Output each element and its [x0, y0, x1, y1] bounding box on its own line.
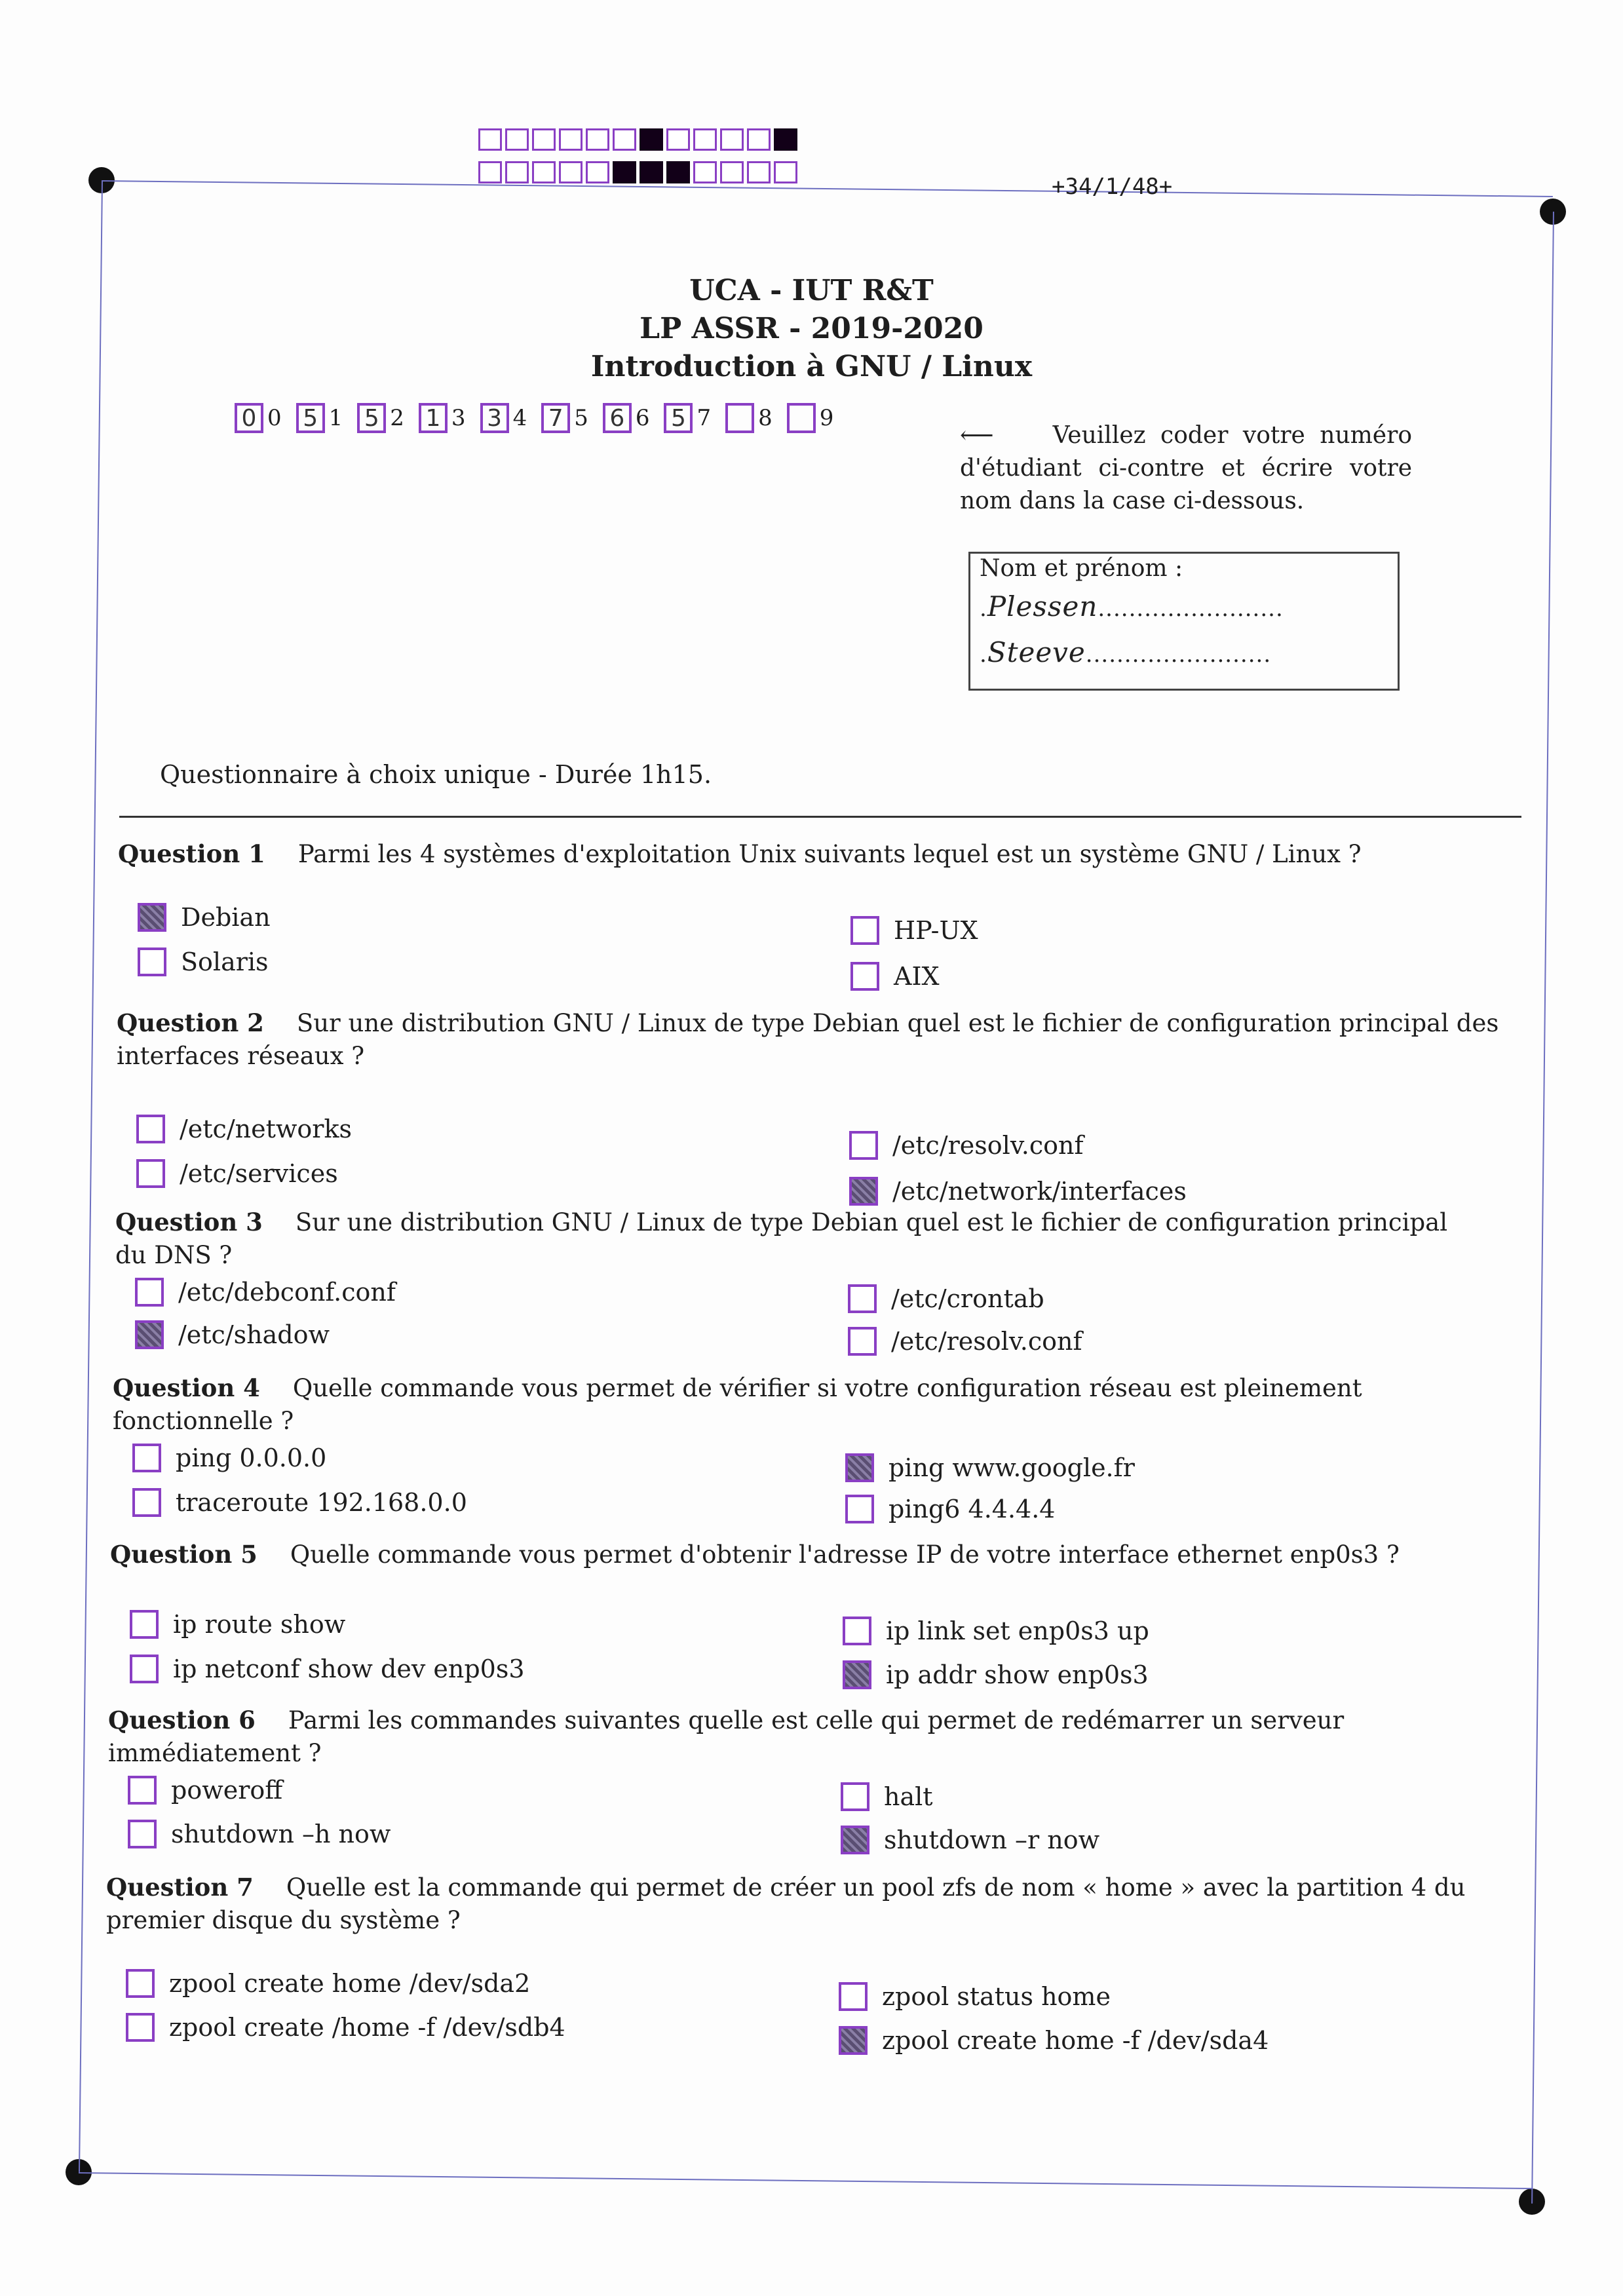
- question-3-header: [115, 1206, 1452, 1272]
- id-grid-cell: [586, 161, 609, 183]
- option-label: ip route show: [173, 1610, 346, 1639]
- question-text: Parmi les commandes suivantes quelle est celle qui permet de redémarrer un serveur immédiatement ?: [108, 1706, 1345, 1767]
- option-label: zpool create home /dev/sda2: [169, 1969, 531, 1998]
- student-digit-label: 1: [328, 405, 343, 431]
- name-box-label: Nom et prénom :: [980, 555, 1183, 582]
- id-grid-cell: [586, 128, 609, 151]
- question-4-option[interactable]: [845, 1453, 1135, 1482]
- question-1-option[interactable]: [138, 903, 271, 932]
- question-label: Question 2: [117, 1008, 264, 1037]
- id-grid-cell: [666, 161, 690, 183]
- student-digit-label: 9: [819, 405, 834, 431]
- quiz-subtitle: Questionnaire à choix unique - Durée 1h15.: [160, 760, 712, 789]
- question-text: Sur une distribution GNU / Linux de type Debian quel est le fichier de configuration principal du DNS ?: [115, 1208, 1448, 1269]
- student-digit-item: [603, 403, 650, 433]
- id-grid-cell: [505, 161, 529, 183]
- student-digit-item: [357, 403, 404, 433]
- answer-checkbox[interactable]: [130, 1610, 159, 1639]
- question-2-option[interactable]: [849, 1131, 1084, 1160]
- answer-checkbox[interactable]: [845, 1453, 874, 1482]
- handwritten-last-name: Plessen: [987, 590, 1098, 622]
- answer-checkbox[interactable]: [849, 1177, 878, 1206]
- answer-checkbox[interactable]: [845, 1495, 874, 1523]
- answer-checkbox[interactable]: [841, 1826, 869, 1854]
- id-grid-cell: [720, 128, 744, 151]
- id-grid-cell: [747, 128, 771, 151]
- option-label: Solaris: [181, 947, 269, 976]
- question-2-option[interactable]: [849, 1177, 1187, 1206]
- answer-checkbox[interactable]: [128, 1776, 157, 1805]
- question-2-header: [117, 1006, 1525, 1073]
- id-grid-cell: [532, 128, 556, 151]
- student-digit-label: 4: [512, 405, 527, 431]
- handwritten-first-name: Steeve: [987, 636, 1086, 668]
- question-3-option[interactable]: [135, 1320, 330, 1349]
- option-label: /etc/shadow: [178, 1320, 330, 1349]
- question-1-option[interactable]: [850, 916, 978, 945]
- question-6-option[interactable]: [128, 1820, 391, 1848]
- answer-checkbox[interactable]: [130, 1655, 159, 1683]
- question-label: Question 3: [115, 1208, 263, 1236]
- title-line-program: LP ASSR - 2019-2020: [640, 312, 983, 345]
- first-name-line: .Steeve........................: [980, 636, 1272, 668]
- question-label: Question 4: [113, 1373, 260, 1402]
- option-label: halt: [884, 1782, 933, 1811]
- answer-checkbox[interactable]: [128, 1820, 157, 1848]
- question-7-option[interactable]: [839, 1982, 1111, 2011]
- frame-bottom: [79, 2172, 1532, 2189]
- student-digit-box[interactable]: 6: [603, 403, 632, 433]
- answer-checkbox[interactable]: [841, 1782, 869, 1811]
- student-number-boxes: [235, 403, 848, 433]
- question-7-header: [106, 1871, 1508, 1937]
- option-label: /etc/services: [180, 1159, 338, 1188]
- question-4-option[interactable]: [845, 1495, 1055, 1523]
- id-grid-cell: [559, 128, 582, 151]
- instructions: [960, 419, 1412, 518]
- option-label: /etc/resolv.conf: [892, 1131, 1084, 1160]
- id-grid-cell: [774, 161, 797, 183]
- option-label: AIX: [894, 962, 940, 991]
- question-3-option[interactable]: [848, 1327, 1082, 1356]
- id-grid-cell: [720, 161, 744, 183]
- student-digit-label: 2: [390, 405, 404, 431]
- question-4-option[interactable]: [132, 1444, 326, 1472]
- student-digit-label: 5: [574, 405, 588, 431]
- option-label: /etc/crontab: [891, 1284, 1044, 1313]
- option-label: ping www.google.fr: [888, 1453, 1135, 1482]
- option-label: zpool status home: [882, 1982, 1111, 2011]
- question-5-option[interactable]: [130, 1610, 345, 1639]
- option-label: /etc/resolv.conf: [891, 1327, 1082, 1356]
- student-digit-box[interactable]: 5: [664, 403, 693, 433]
- answer-checkbox[interactable]: [126, 1969, 155, 1998]
- student-digit-box[interactable]: 0: [235, 403, 263, 433]
- answer-checkbox[interactable]: [135, 1320, 164, 1349]
- option-label: ping 0.0.0.0: [176, 1444, 327, 1472]
- student-digit-label: 0: [267, 405, 282, 431]
- question-4-header: [113, 1371, 1449, 1438]
- answer-checkbox[interactable]: [132, 1488, 161, 1517]
- option-label: HP-UX: [894, 916, 978, 945]
- id-grid-row-1: [478, 128, 801, 151]
- answer-checkbox[interactable]: [849, 1131, 878, 1160]
- instructions-text: Veuillez coder votre numéro d'étudiant ci-contre et écrire votre nom dans la case ci-dessous.: [960, 422, 1412, 514]
- option-label: shutdown –r now: [884, 1826, 1100, 1854]
- question-text: Sur une distribution GNU / Linux de type Debian quel est le fichier de configuration principal des interfaces réseaux ?: [117, 1009, 1499, 1070]
- id-grid-cell: [613, 128, 636, 151]
- question-2-option[interactable]: [136, 1159, 338, 1188]
- answer-checkbox[interactable]: [850, 962, 879, 991]
- question-4-option[interactable]: [132, 1488, 467, 1517]
- question-5-header: [110, 1538, 1447, 1571]
- student-digit-box[interactable]: [787, 403, 816, 433]
- id-grid-cell: [478, 128, 502, 151]
- answer-checkbox[interactable]: [848, 1284, 877, 1313]
- option-label: ip addr show enp0s3: [886, 1660, 1149, 1689]
- student-digit-box[interactable]: 5: [296, 403, 325, 433]
- question-7-option[interactable]: [126, 2013, 565, 2042]
- answer-checkbox[interactable]: [839, 2026, 868, 2055]
- dotted-line: ........................: [1098, 596, 1284, 622]
- question-label: Question 6: [108, 1706, 256, 1734]
- question-7-option[interactable]: [126, 1969, 530, 1998]
- frame-top: [102, 180, 1553, 197]
- student-digit-label: 3: [451, 405, 466, 431]
- answer-checkbox[interactable]: [848, 1327, 877, 1356]
- id-grid-cell: [747, 161, 771, 183]
- id-grid-row-2: [478, 161, 801, 183]
- question-text: Quelle est la commande qui permet de créer un pool zfs de nom « home » avec la partition 4 du premier disque du système ?: [106, 1873, 1466, 1934]
- id-grid-cell: [640, 128, 663, 151]
- student-digit-item: [235, 403, 282, 433]
- student-digit-label: 7: [697, 405, 712, 431]
- student-digit-item: [296, 403, 343, 433]
- student-digit-box[interactable]: 3: [480, 403, 509, 433]
- option-label: /etc/debconf.conf: [178, 1278, 396, 1307]
- question-5-option[interactable]: [843, 1617, 1149, 1645]
- option-label: poweroff: [171, 1776, 283, 1805]
- id-grid-cell: [693, 161, 717, 183]
- answer-checkbox[interactable]: [132, 1444, 161, 1472]
- question-5-option[interactable]: [843, 1660, 1149, 1689]
- question-1-option[interactable]: [138, 947, 269, 976]
- question-label: Question 1: [118, 839, 265, 868]
- id-grid-cell: [505, 128, 529, 151]
- exam-title: [0, 272, 1623, 386]
- student-digit-item: [787, 403, 834, 433]
- question-5-option[interactable]: [130, 1655, 525, 1683]
- student-digit-item: [541, 403, 588, 433]
- question-label: Question 7: [106, 1873, 254, 1902]
- question-6-option[interactable]: [841, 1782, 933, 1811]
- answer-checkbox[interactable]: [850, 916, 879, 945]
- id-grid-cell: [613, 161, 636, 183]
- id-grid-cell: [559, 161, 582, 183]
- option-label: shutdown –h now: [171, 1820, 391, 1848]
- question-text: Parmi les 4 systèmes d'exploitation Unix suivants lequel est un système GNU / Linux ?: [297, 840, 1362, 868]
- name-box[interactable]: [968, 552, 1400, 691]
- frame-right: [1531, 212, 1554, 2204]
- option-label: Debian: [181, 903, 271, 932]
- option-label: ping6 4.4.4.4: [888, 1495, 1056, 1523]
- left-arrow-icon: ⟵: [960, 422, 994, 449]
- student-digit-box[interactable]: 7: [541, 403, 570, 433]
- student-digit-item: [725, 403, 773, 433]
- question-text: Quelle commande vous permet d'obtenir l'adresse IP de votre interface ethernet enp0s3 ?: [290, 1540, 1400, 1569]
- last-name-line: .Plessen........................: [980, 590, 1284, 622]
- student-digit-box[interactable]: 1: [419, 403, 448, 433]
- question-2-option[interactable]: [136, 1115, 352, 1143]
- answer-checkbox[interactable]: [138, 903, 166, 932]
- frame-left: [79, 180, 103, 2172]
- student-digit-box[interactable]: [725, 403, 754, 433]
- option-label: /etc/networks: [180, 1115, 352, 1143]
- id-grid-cell: [478, 161, 502, 183]
- question-6-option[interactable]: [128, 1776, 282, 1805]
- student-digit-label: 8: [758, 405, 773, 431]
- answer-checkbox[interactable]: [843, 1660, 871, 1689]
- option-label: zpool create /home -f /dev/sdb4: [169, 2013, 565, 2042]
- answer-checkbox[interactable]: [843, 1617, 871, 1645]
- option-label: ip netconf show dev enp0s3: [173, 1655, 525, 1683]
- question-1-option[interactable]: [850, 962, 940, 991]
- section-divider: [119, 816, 1521, 818]
- question-6-header: [108, 1704, 1445, 1770]
- id-grid-cell: [640, 161, 663, 183]
- question-1-header: [118, 837, 1448, 871]
- option-label: /etc/network/interfaces: [892, 1177, 1187, 1206]
- id-grid-cell: [666, 128, 690, 151]
- question-3-option[interactable]: [135, 1278, 396, 1307]
- student-digit-box[interactable]: 5: [357, 403, 386, 433]
- student-digit-item: [419, 403, 466, 433]
- option-label: ip link set enp0s3 up: [886, 1617, 1149, 1645]
- question-7-option[interactable]: [839, 2026, 1269, 2055]
- option-label: traceroute 192.168.0.0: [176, 1488, 467, 1517]
- student-digit-item: [480, 403, 527, 433]
- sheet-code: +34/1/48+: [1052, 174, 1173, 200]
- question-text: Quelle commande vous permet de vérifier si votre configuration réseau est pleinement fonctionnelle ?: [113, 1374, 1362, 1435]
- title-line-course: Introduction à GNU / Linux: [590, 350, 1033, 383]
- question-3-option[interactable]: [848, 1284, 1044, 1313]
- id-grid-cell: [774, 128, 797, 151]
- answer-checkbox[interactable]: [135, 1278, 164, 1307]
- option-label: zpool create home -f /dev/sda4: [882, 2026, 1269, 2055]
- student-digit-item: [664, 403, 711, 433]
- question-6-option[interactable]: [841, 1826, 1099, 1854]
- answer-checkbox[interactable]: [138, 947, 166, 976]
- answer-checkbox[interactable]: [839, 1982, 868, 2011]
- answer-checkbox[interactable]: [126, 2013, 155, 2042]
- dotted-line: ........................: [1085, 641, 1272, 668]
- title-line-institution: UCA - IUT R&T: [689, 274, 934, 307]
- id-grid-cell: [532, 161, 556, 183]
- id-grid-cell: [693, 128, 717, 151]
- answer-checkbox[interactable]: [136, 1159, 165, 1188]
- student-digit-label: 6: [635, 405, 650, 431]
- question-label: Question 5: [110, 1540, 258, 1569]
- answer-checkbox[interactable]: [136, 1115, 165, 1143]
